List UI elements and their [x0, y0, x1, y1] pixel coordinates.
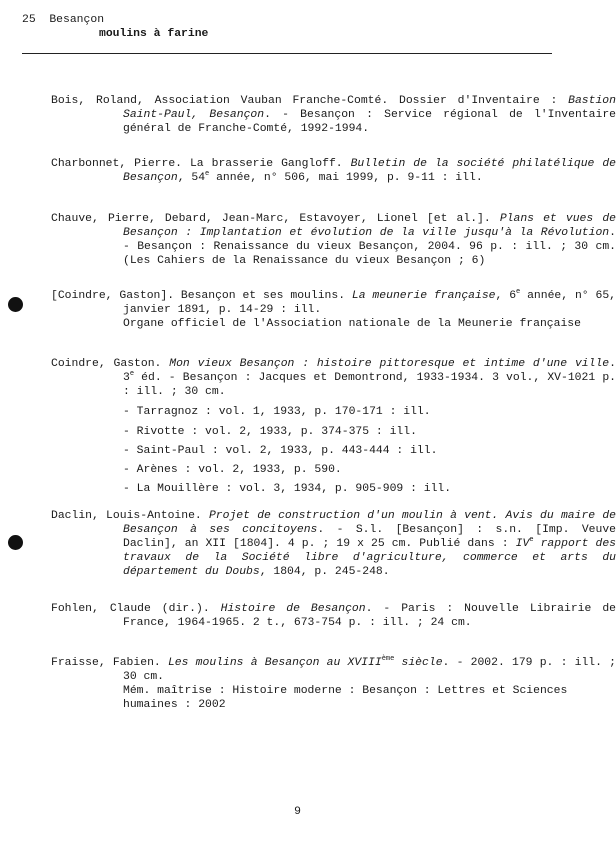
entry-details: année, n° 506, mai 1999, p. 9-11 : ill. — [209, 172, 483, 184]
entry-details-end: , 1804, p. 245-248. — [259, 566, 390, 578]
bibliography-entry — [51, 357, 616, 399]
entry-author: Bois, Roland, Association Vauban Franche-Comté. — [51, 95, 389, 107]
entry-details: . - S.l. [Besançon] : s.n. [Imp. Veuve Daclin], an XII [1804]. 4 p. ; 19 x 25 cm. Publié dans : — [123, 524, 616, 550]
entry-details: éd. - Besançon : Jacques et Demontrond, 1933-1934. 3 vol., XV-1021 p. : ill. ; 30 cm. — [123, 372, 616, 398]
entry-title-italic: Histoire de Besançon — [220, 603, 366, 615]
entry-title: Dossier d'Inventaire : — [398, 95, 569, 107]
bibliography-entry — [51, 94, 616, 136]
entry-author: Coindre, Gaston. — [51, 358, 170, 370]
list-item: - La Mouillère : vol. 3, 1934, p. 905-909 : ill. — [123, 483, 452, 495]
list-item: - Rivotte : vol. 2, 1933, p. 374-375 : ill. — [123, 426, 417, 438]
entry-note: Mém. maîtrise : Histoire moderne : Besançon : Lettres et Sciences humaines : 2002 — [123, 685, 568, 711]
entry-title-italic: Mon vieux Besançon : histoire pittoresque et intime d'une ville — [169, 358, 610, 370]
header-place: Besançon — [49, 14, 105, 26]
entry-author: [Coindre, Gaston]. Besançon et ses moulins. — [51, 290, 352, 302]
entry-details: année, n° 65, janvier 1891, p. 14-29 : ill. — [123, 290, 616, 316]
bibliography-entry — [51, 212, 616, 268]
entry-edition-sup: e — [205, 170, 210, 178]
bibliography-entry — [51, 157, 616, 185]
list-item: - Saint-Paul : vol. 2, 1933, p. 443-444 : ill. — [123, 445, 438, 457]
entry-series-italic-pre: IV — [515, 538, 530, 550]
entry-edition: . 3 — [123, 358, 616, 384]
header-line — [22, 13, 104, 27]
entry-title-italic: Bastion Saint-Paul, Besançon — [123, 95, 616, 121]
entry-title-italic: Les moulins à Besançon au XVIII — [167, 657, 382, 669]
bibliography-entry — [51, 509, 616, 579]
entry-note: Organe officiel de l'Association nationale de la Meunerie française — [123, 318, 581, 330]
entry-edition: , 6 — [495, 290, 517, 302]
entry-title-sup: ème — [381, 655, 395, 663]
margin-bullet-icon — [8, 535, 23, 550]
bibliography-entry — [51, 289, 616, 331]
header-number: 25 — [22, 14, 36, 26]
entry-details: . - Besançon : Renaissance du vieux Besançon, 2004. 96 p. : ill. ; 30 cm. (Les Cahiers de la Renaissance du vieux Besançon ; 6) — [123, 227, 616, 267]
entry-author: Charbonnet, Pierre. La brasserie Gangloff. — [51, 158, 351, 170]
entry-author: Chauve, Pierre, Debard, Jean-Marc, Estavoyer, Lionel [et al.]. — [51, 213, 500, 225]
entry-title-italic-end: siècle — [394, 657, 443, 669]
entry-edition-sup: e — [516, 288, 521, 296]
entry-title-italic: Plans et vues de Besançon : Implantation et évolution de la ville jusqu'à la Révolution — [123, 213, 616, 239]
header-rule — [22, 53, 552, 54]
entry-title-italic: Projet de construction d'un moulin à vent. Avis du maire de Besançon à ses concitoyens — [123, 510, 616, 536]
entry-details: . - 2002. 179 p. : ill. ; 30 cm. — [123, 657, 616, 683]
page-number: 9 — [294, 806, 301, 818]
entry-author: Fohlen, Claude (dir.). — [51, 603, 221, 615]
entry-series-italic: rapport des travaux de la Société libre d'agriculture, commerce et arts du département du Doubs — [123, 538, 616, 578]
bibliography-entry — [51, 602, 616, 630]
entry-edition-sup: e — [129, 370, 135, 378]
list-item: - Tarragnoz : vol. 1, 1933, p. 170-171 : ill. — [123, 406, 431, 418]
bibliography-entry — [51, 656, 616, 712]
entry-series-sup: e — [529, 536, 534, 544]
entry-details: . - Besançon : Service régional de l'Inventaire général de Franche-Comté, 1992-1994. — [123, 109, 616, 135]
header-subject: moulins à farine — [99, 28, 209, 40]
entry-author: Daclin, Louis-Antoine. — [51, 510, 209, 522]
entry-details: . - Paris : Nouvelle Librairie de France, 1964-1965. 2 t., 673-754 p. : ill. ; 24 cm. — [123, 603, 616, 629]
entry-edition: , 54 — [177, 172, 206, 184]
entry-title-italic: La meunerie française — [351, 290, 496, 302]
list-item: - Arènes : vol. 2, 1933, p. 590. — [123, 464, 342, 476]
margin-bullet-icon — [8, 297, 23, 312]
entry-title-italic: Bulletin de la société philatélique de Besançon — [123, 158, 616, 184]
entry-author: Fraisse, Fabien. — [51, 657, 168, 669]
